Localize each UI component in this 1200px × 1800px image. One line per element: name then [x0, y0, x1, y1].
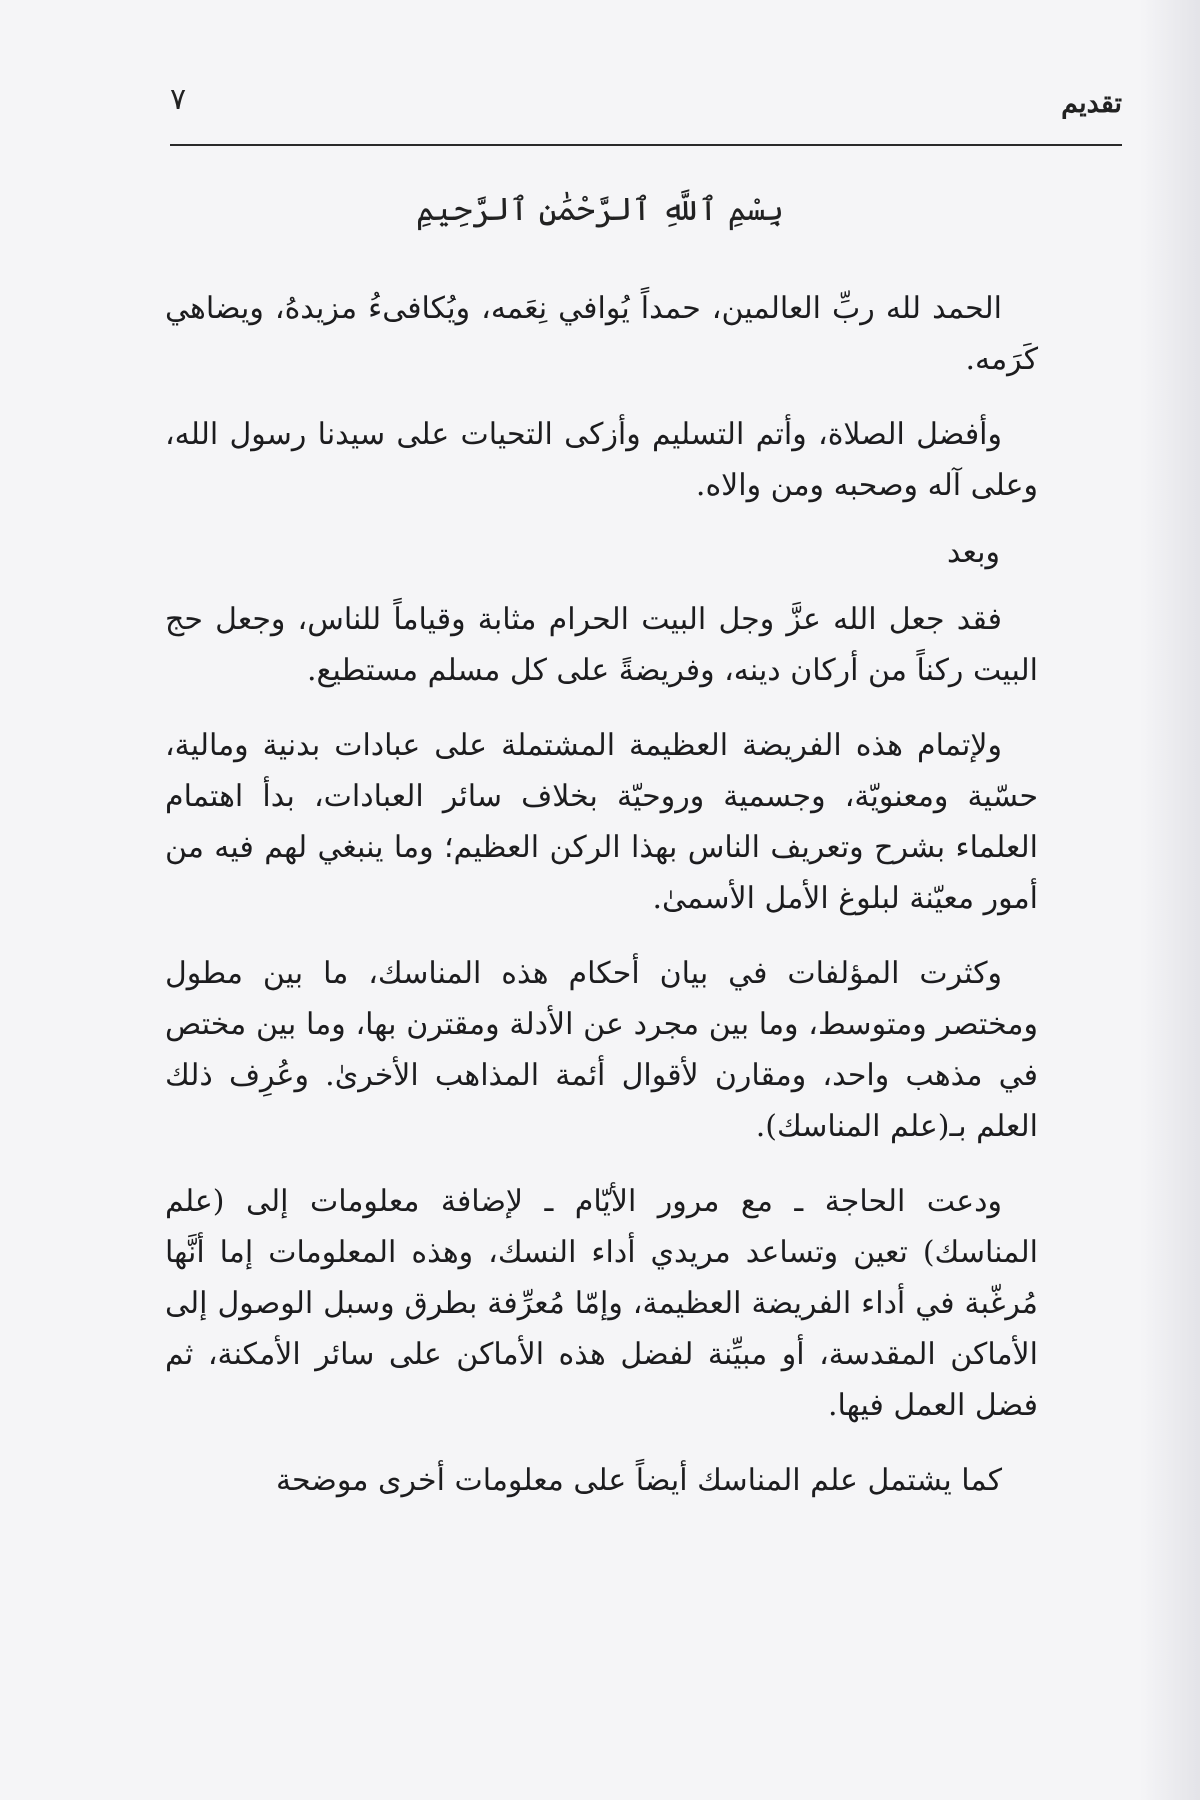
- paragraph: فقد جعل الله عزَّ وجل البيت الحرام مثابة وقياماً للناس، وجعل حج البيت ركناً من أركان دينه، وفريضةً على كل مسلم مستطيع.: [165, 602, 1038, 688]
- paragraph: ولإتمام هذه الفريضة العظيمة المشتملة على عبادات بدنية ومالية، حسّية ومعنويّة، وجسمية وروحيّة بخلاف سائر العبادات، بدأ اهتمام العلماء بشرح وتعريف الناس بهذا الركن العظيم؛ وما ينبغي لهم فيه من أمور معيّنة لبلوغ الأمل الأسمىٰ.: [165, 728, 1038, 916]
- paragraph: الحمد لله ربِّ العالمين، حمداً يُوافي نِعَمه، ويُكافىءُ مزيدهُ، ويضاهي كَرَمه.: [165, 291, 1038, 377]
- running-title: تقديم: [1061, 88, 1122, 119]
- page-edge-shadow: [1140, 0, 1200, 1800]
- header-divider: [170, 144, 1122, 146]
- page-header: [170, 82, 1122, 142]
- paragraph: وأفضل الصلاة، وأتم التسليم وأزكى التحيات على سيدنا رسول الله، وعلى آله وصحبه ومن والاه.: [165, 417, 1038, 503]
- page-number: ٧: [170, 82, 187, 117]
- basmala: بِسْمِ ٱللَّهِ ٱلرَّحْمَٰنِ ٱلرَّحِيمِ: [415, 190, 784, 228]
- paragraph: ودعت الحاجة ـ مع مرور الأيّام ـ لإضافة معلومات إلى (علم المناسك) تعين وتساعد مريدي أداء النسك، وهذه المعلومات إما أنَّها مُرغّبة في أداء الفريضة العظيمة، وإمّا مُعرِّفة بطرق وسبل الوصول إلى الأماكن المقدسة، أو مبيِّنة لفضل هذه الأماكن على سائر الأمكنة، ثم فضل العمل فيها.: [165, 1184, 1038, 1423]
- paragraph-opener: وبعد: [946, 535, 1000, 570]
- body-text: [165, 283, 1038, 1506]
- paragraph: وكثرت المؤلفات في بيان أحكام هذه المناسك، ما بين مطول ومختصر ومتوسط، وما بين مجرد عن الأدلة ومقترن بها، وما بين مختص في مذهب واحد، ومقارن لأقوال أئمة المذاهب الأخرىٰ. وعُرِف ذلك العلم بـ(علم المناسك).: [165, 956, 1038, 1144]
- paragraph: كما يشتمل علم المناسك أيضاً على معلومات أخرى موضحة: [275, 1463, 1002, 1498]
